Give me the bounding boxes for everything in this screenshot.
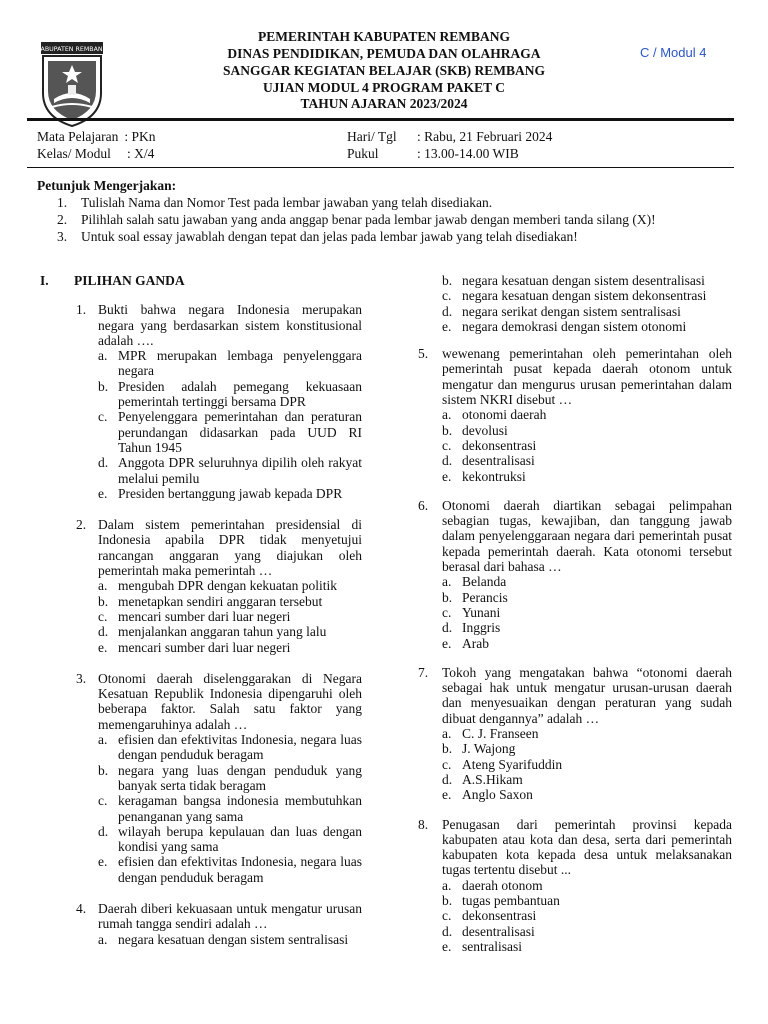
header-rule (27, 118, 734, 121)
module-tag: C / Modul 4 (640, 45, 707, 60)
answer-option[interactable] (98, 793, 362, 824)
answer-option[interactable] (442, 741, 732, 756)
option-text: tugas pembantuan (462, 892, 560, 908)
option-text: Presiden bertanggung jawab kepada DPR (118, 485, 343, 501)
answer-option[interactable] (98, 640, 362, 655)
answer-option[interactable] (442, 787, 732, 802)
option-letter: b. (442, 741, 453, 757)
header-line-2: DINAS PENDIDIKAN, PEMUDA DAN OLAHRAGA (227, 46, 541, 61)
question-text: Bukti bahwa negara Indonesia merupakan negara yang berdasarkan sistem konstitusional adalah …. (98, 302, 362, 348)
option-text: Presiden adalah pemegang kekuasaan pemerintah tertinggi bersama DPR (118, 378, 362, 410)
header-line-5: TAHUN AJARAN 2023/2024 (300, 96, 468, 111)
question-4 (418, 273, 732, 334)
option-letter: d. (442, 771, 453, 787)
option-letter: d. (442, 923, 453, 939)
option-letter: b. (98, 593, 109, 609)
option-letter: c. (442, 604, 452, 620)
option-letter: d. (98, 823, 109, 839)
option-letter: d. (442, 303, 453, 319)
question-text: wewenang pemerintahan oleh pemerintahan oleh pemerintah pusat kepada daerah otonom untuk mengatur dan mengurus urusan pemerintahan dalam sistem NKRI disebut … (442, 346, 732, 408)
option-text: negara kesatuan dengan sistem sentralisasi (118, 931, 349, 947)
instruction-item: 1. Tulislah Nama dan Nomor Test pada lembar jawaban yang telah disediakan. (57, 195, 493, 210)
answer-option[interactable] (442, 636, 732, 651)
option-letter: b. (442, 589, 453, 605)
instruction-item: 3. Untuk soal essay jawablah dengan tepat dan jelas pada lembar jawab yang telah disediakan! (57, 229, 578, 244)
option-text: desentralisasi (462, 453, 535, 469)
option-letter: b. (442, 422, 453, 438)
option-text: wilayah berupa kepulauan dan luas dengan kondisi yang sama (118, 823, 362, 855)
subject-row: Mata Pelajaran : PKn (37, 129, 156, 144)
option-letter: e. (98, 639, 108, 655)
option-letter: c. (98, 608, 108, 624)
option-letter: a. (98, 931, 108, 947)
subject-label: Mata Pelajaran (37, 129, 119, 144)
question-text: Daerah diberi kekuasaan untuk mengatur urusan rumah tangga sendiri adalah … (98, 900, 362, 932)
question-number: 1. (76, 302, 87, 318)
question-5 (418, 346, 732, 484)
option-letter: a. (442, 726, 452, 742)
question-3 (40, 671, 362, 885)
answer-option[interactable] (442, 924, 732, 939)
answer-option[interactable] (442, 469, 732, 484)
answer-option[interactable] (98, 932, 362, 947)
option-text: MPR merupakan lembaga penyelenggara negara (118, 348, 362, 379)
section-title: I. PILIHAN GANDA (40, 273, 185, 288)
answer-option[interactable] (442, 304, 732, 319)
option-text: Arab (462, 635, 489, 651)
option-text: mencari sumber dari luar negeri (118, 639, 291, 655)
option-text: efisien dan efektivitas Indonesia, negara luas dengan penduduk beragam (118, 732, 362, 763)
question-number: 3. (76, 670, 87, 686)
option-text: negara kesatuan dengan sistem dekonsentrasi (462, 288, 707, 304)
option-text: efisien dan efektivitas Indonesia, negara luas dengan penduduk beragam (118, 854, 362, 885)
info-rule (27, 167, 734, 168)
question-8 (418, 817, 732, 955)
subject-value: PKn (131, 129, 156, 144)
header-line-3: SANGGAR KEGIATAN BELAJAR (SKB) REMBANG (222, 63, 546, 78)
answer-option[interactable] (98, 455, 362, 486)
option-text: A.S.Hikam (462, 771, 523, 787)
answer-option[interactable] (442, 590, 732, 605)
option-letter: a. (98, 578, 108, 594)
answer-option[interactable] (442, 407, 732, 422)
option-text: menetapkan sendiri anggaran tersebut (118, 593, 323, 609)
question-number: 4. (76, 900, 87, 916)
answer-option[interactable] (98, 594, 362, 609)
question-text: Penugasan dari pemerintah provinsi kepada kabupaten atau kota dan desa, serta dari pemerintah kabupaten kota kepada desa untuk melaksanakan tugas tertentu disebut ... (442, 816, 732, 878)
answer-option[interactable] (442, 757, 732, 772)
answer-option[interactable] (442, 605, 732, 620)
day-row: Hari/ Tgl : Rabu, 21 Februari 2024 (347, 129, 553, 144)
option-letter: c. (442, 908, 452, 924)
option-text: Penyelenggara pemerintahan dan peraturan perundangan didasarkan pada UUD RI Tahun 1945 (118, 409, 362, 455)
option-text: negara serikat dengan sistem sentralisasi (462, 303, 681, 319)
question-6 (418, 498, 732, 651)
option-letter: c. (98, 409, 108, 425)
option-letter: d. (442, 453, 453, 469)
option-text: Anggota DPR seluruhnya dipilih oleh rakyat melalui pemilu (118, 455, 362, 486)
answer-option[interactable] (98, 763, 362, 794)
question-2 (40, 517, 362, 655)
option-text: negara kesatuan dengan sistem desentralisasi (462, 273, 705, 288)
question-text: Tokoh yang mengatakan bahwa “otonomi daerah sebagai hak untuk mengatur urusan-urusan daerah dan menyesuaikan dengan peraturan yang sudah dibuat dengannya” adalah … (442, 664, 732, 726)
answer-option[interactable] (98, 379, 362, 410)
question-7 (418, 665, 732, 803)
option-text: kekontruksi (462, 468, 526, 484)
question-4 (40, 901, 362, 947)
header-line-1: PEMERINTAH KABUPATEN REMBANG (257, 29, 510, 44)
option-text: sentralisasi (462, 938, 522, 954)
answer-option[interactable] (442, 620, 732, 635)
question-number: 7. (418, 664, 429, 680)
answer-option[interactable] (442, 319, 732, 334)
time-value: 13.00-14.00 WIB (424, 146, 519, 161)
option-letter: e. (442, 318, 452, 334)
option-text: menjalankan anggaran tahun yang lalu (118, 624, 327, 640)
option-text: keragaman bangsa indonesia membutuhkan penanganan yang sama (118, 793, 362, 824)
question-1 (40, 302, 362, 501)
option-text: Perancis (462, 589, 508, 605)
option-text: desentralisasi (462, 923, 535, 939)
answer-option[interactable] (442, 574, 732, 589)
option-text: Ateng Syarifuddin (462, 756, 563, 772)
question-text: Dalam sistem pemerintahan presidensial di Indonesia apabila DPR tidak menyetujui rancangan anggaran yang diajukan oleh pemerintah maka pemerintah … (98, 517, 362, 579)
class-value: X/4 (134, 146, 155, 161)
option-text: negara demokrasi dengan sistem otonomi (462, 318, 687, 334)
option-letter: e. (442, 938, 452, 954)
answer-option[interactable] (98, 624, 362, 639)
day-label: Hari/ Tgl (347, 129, 397, 144)
right-column (418, 273, 732, 968)
answer-option[interactable] (98, 348, 362, 379)
question-number: 2. (76, 517, 87, 533)
option-text: devolusi (462, 422, 508, 438)
option-letter: a. (442, 407, 452, 423)
header-line-4: UJIAN MODUL 4 PROGRAM PAKET C (262, 80, 506, 95)
option-letter: c. (442, 288, 452, 304)
option-letter: e. (98, 854, 108, 870)
question-number: 8. (418, 816, 429, 832)
answer-option[interactable] (98, 409, 362, 455)
answer-option[interactable] (442, 772, 732, 787)
option-text: otonomi daerah (462, 407, 547, 423)
option-text: Yunani (462, 604, 501, 620)
option-letter: a. (98, 348, 108, 364)
option-letter: c. (98, 793, 108, 809)
option-text: mengubah DPR dengan kekuatan politik (118, 578, 337, 594)
option-letter: b. (442, 273, 453, 288)
question-text: Otonomi daerah diselenggarakan di Negara Kesatuan Republik Indonesia dipengaruhi oleh beberapa faktor. Salah satu faktor yang memengaruhinya adalah … (98, 670, 362, 732)
option-text: negara yang luas dengan penduduk yang banyak serta tidak beragam (118, 762, 362, 793)
answer-option[interactable] (442, 453, 732, 468)
option-letter: e. (442, 787, 452, 803)
answer-option[interactable] (98, 732, 362, 763)
answer-option[interactable] (442, 423, 732, 438)
option-text: Belanda (462, 574, 507, 590)
svg-text:KABUPATEN REMBANG: KABUPATEN REMBANG (40, 46, 104, 53)
answer-option[interactable] (442, 893, 732, 908)
answer-option[interactable] (442, 908, 732, 923)
answer-option[interactable] (442, 438, 732, 453)
class-row: Kelas/ Modul : X/4 (37, 146, 155, 161)
option-letter: e. (98, 485, 108, 501)
instruction-item: 2. Pilihlah salah satu jawaban yang anda anggap benar pada lembar jawab dengan memberi tanda silang (X)! (57, 212, 656, 227)
option-letter: d. (98, 455, 109, 471)
answer-option[interactable] (98, 578, 362, 593)
option-letter: d. (98, 624, 109, 640)
answer-option[interactable] (442, 273, 732, 288)
answer-option[interactable] (98, 609, 362, 624)
time-row: Pukul : 13.00-14.00 WIB (347, 146, 519, 161)
option-letter: a. (98, 732, 108, 748)
question-number: 6. (418, 497, 429, 513)
option-letter: a. (442, 574, 452, 590)
option-letter: b. (442, 892, 453, 908)
option-letter: e. (442, 468, 452, 484)
option-letter: c. (442, 437, 452, 453)
option-text: Anglo Saxon (462, 787, 533, 803)
question-text: Otonomi daerah diartikan sebagai pelimpahan sebagian tugas, kewajiban, dan tanggung jawab dalam penyelenggaraan negara dari pemerintah pusat kepada pemerintah daerah. Kata otonomi tersebut berasal dari bahasa … (442, 497, 732, 575)
option-letter: e. (442, 635, 452, 651)
option-text: mencari sumber dari luar negeri (118, 608, 291, 624)
option-letter: b. (98, 762, 109, 778)
option-text: Inggris (462, 620, 501, 636)
answer-option[interactable] (442, 939, 732, 954)
option-text: J. Wajong (462, 741, 516, 757)
day-value: Rabu, 21 Februari 2024 (424, 129, 553, 144)
option-letter: a. (442, 877, 452, 893)
answer-option[interactable] (442, 878, 732, 893)
option-letter: d. (442, 620, 453, 636)
option-text: dekonsentrasi (462, 437, 537, 453)
option-text: C. J. Franseen (462, 726, 539, 742)
option-letter: c. (442, 756, 452, 772)
answer-option[interactable] (98, 486, 362, 501)
answer-option[interactable] (442, 726, 732, 741)
option-text: daerah otonom (462, 877, 543, 893)
option-letter: b. (98, 378, 109, 394)
class-label: Kelas/ Modul (37, 146, 111, 161)
question-number: 5. (418, 346, 429, 362)
left-column (40, 273, 362, 961)
instructions-title: Petunjuk Mengerjakan: (37, 178, 177, 193)
answer-option[interactable] (98, 854, 362, 885)
answer-option[interactable] (98, 824, 362, 855)
option-text: dekonsentrasi (462, 908, 537, 924)
time-label: Pukul (347, 146, 379, 161)
answer-option[interactable] (442, 288, 732, 303)
